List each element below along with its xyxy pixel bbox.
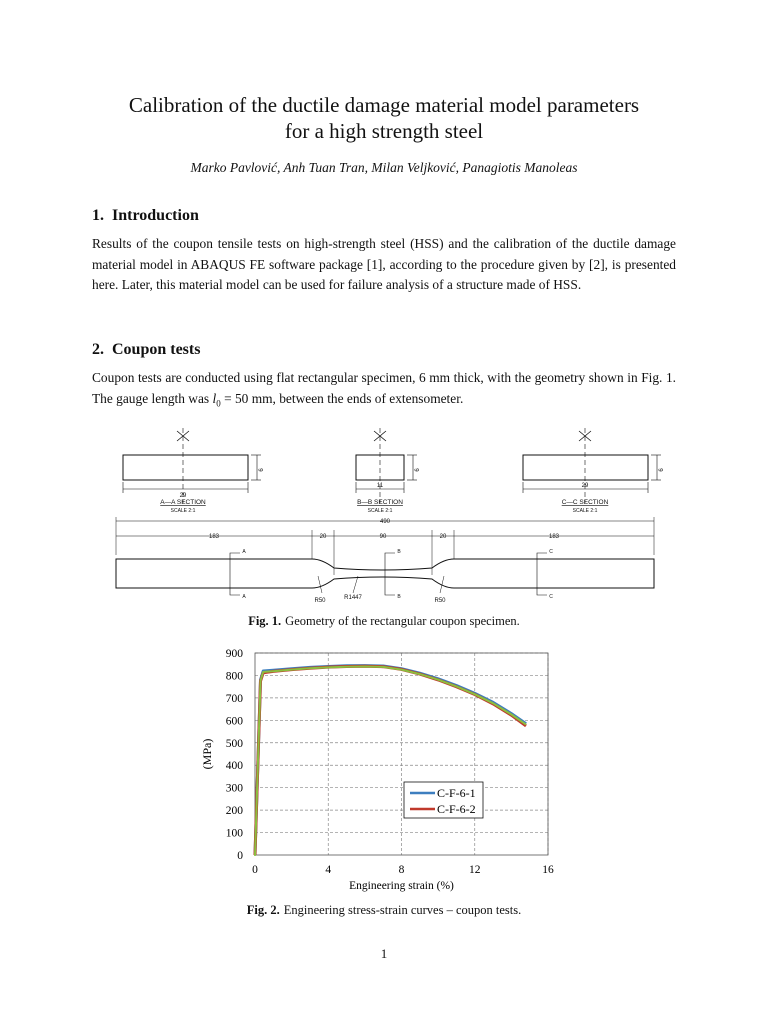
section-title: Introduction — [112, 207, 199, 224]
cut-a-top: A — [242, 549, 246, 555]
authors: Marko Pavlović, Anh Tuan Tran, Milan Veljković, Panagiotis Manoleas — [190, 160, 578, 175]
paper-title — [0, 92, 768, 144]
fig2-caption — [0, 903, 768, 918]
cut-c-top: C — [549, 549, 553, 555]
total-length-label: 490 — [379, 519, 391, 525]
y-axis-label: (MPa) — [200, 738, 214, 770]
section-c-rect — [523, 455, 648, 480]
x-tick-label: 12 — [469, 864, 481, 876]
section-b-scale: SCALE 2:1 — [367, 508, 393, 514]
title-line-2: for a high strength steel — [284, 119, 484, 143]
grip-right-label: 183 — [548, 534, 560, 540]
legend-label-series-1: C-F-6-1 — [437, 786, 476, 800]
fig2-caption-label: Fig. 2. — [246, 903, 280, 917]
y-tick-label: 500 — [225, 737, 243, 750]
cut-line-b — [385, 553, 395, 595]
coupon-text-b: = 50 mm, between the ends of extensometer. — [220, 390, 464, 406]
series-overlay-line — [255, 667, 526, 856]
radius-left-label: R50 — [314, 598, 326, 604]
cut-b-top: B — [397, 549, 401, 555]
coupon-text-a: Coupon tests are conducted using flat rectangular specimen, 6 mm thick, with the geometry shown in Fig. 1. The gauge length was — [92, 370, 676, 406]
section-title: Coupon tests — [112, 341, 201, 358]
section-b-thick: 6 — [415, 468, 421, 472]
fig2-caption-text: Engineering stress-strain curves – coupon tests. — [283, 903, 522, 917]
coupon-paragraph — [92, 368, 676, 414]
y-tick-label: 100 — [225, 827, 243, 840]
section-c-thick: 6 — [659, 468, 665, 472]
y-tick-label: 300 — [225, 782, 243, 795]
chart-legend — [404, 782, 483, 818]
radius-mid-label: R1447 — [344, 595, 362, 601]
x-tick-label: 16 — [542, 864, 554, 876]
legend-label-series-2: C-F-6-2 — [437, 802, 476, 816]
chart-tick-labels — [226, 648, 554, 876]
fig1-caption-text: Geometry of the rectangular coupon specimen. — [285, 614, 520, 628]
fig1-caption — [0, 614, 768, 629]
fig1-caption-label: Fig. 1. — [248, 614, 282, 628]
y-tick-label: 0 — [237, 850, 243, 862]
intro-paragraph: Results of the coupon tensile tests on high-strength steel (HSS) and the calibration of the ductile damage material model in ABAQUS FE software package [1], according to the procedure given by [2], is presented here. Later, this material model can be used for failure analysis of a structure made of HSS. — [92, 236, 676, 292]
stress-strain-chart — [195, 640, 565, 895]
section-c-width: 29 — [581, 483, 589, 489]
section-heading-coupon-tests — [92, 341, 200, 359]
cut-a-bottom: A — [242, 594, 246, 600]
section-heading-introduction — [92, 207, 199, 225]
section-a-width: 29 — [179, 493, 187, 499]
series-line-2 — [255, 666, 526, 855]
section-c-scale: SCALE 2:1 — [572, 508, 598, 514]
x-tick-label: 0 — [252, 864, 258, 876]
section-c-label: C—C SECTION — [561, 499, 609, 506]
y-tick-label: 700 — [225, 692, 243, 705]
y-tick-label: 800 — [225, 670, 243, 683]
x-tick-label: 8 — [398, 864, 405, 876]
y-tick-label: 600 — [225, 715, 243, 728]
specimen-drawing — [110, 425, 665, 610]
cut-b-bottom: B — [397, 594, 401, 600]
radius-right-label: R50 — [434, 598, 446, 604]
y-tick-label: 200 — [225, 805, 243, 818]
x-axis-label: Engineering strain (%) — [349, 880, 454, 892]
title-line-1: Calibration of the ductile damage material model parameters — [128, 93, 640, 117]
section-b-width: 11 — [376, 483, 384, 489]
chart-series — [255, 666, 526, 856]
chart-grid — [255, 653, 548, 855]
section-b-label: B—B SECTION — [357, 499, 403, 506]
section-a-thick: 6 — [259, 468, 265, 472]
transition-right-label: 20 — [439, 534, 447, 540]
page-number: 1 — [380, 946, 388, 961]
gauge-label: 90 — [379, 534, 387, 540]
series-line-1 — [255, 666, 526, 855]
section-a-rect — [123, 455, 248, 480]
cut-c-bottom: C — [549, 594, 553, 600]
grip-left-label: 183 — [208, 534, 220, 540]
transition-left-label: 20 — [319, 534, 327, 540]
y-tick-label: 900 — [225, 648, 243, 660]
section-a-label: A—A SECTION — [160, 499, 206, 506]
section-a-scale: SCALE 2:1 — [170, 508, 196, 514]
section-number: 2. — [92, 341, 104, 358]
section-number: 1. — [92, 207, 104, 224]
y-tick-label: 400 — [225, 760, 243, 773]
gauge-subscript: 0 — [216, 398, 221, 409]
x-tick-label: 4 — [325, 864, 332, 876]
gauge-symbol: l — [212, 390, 217, 406]
